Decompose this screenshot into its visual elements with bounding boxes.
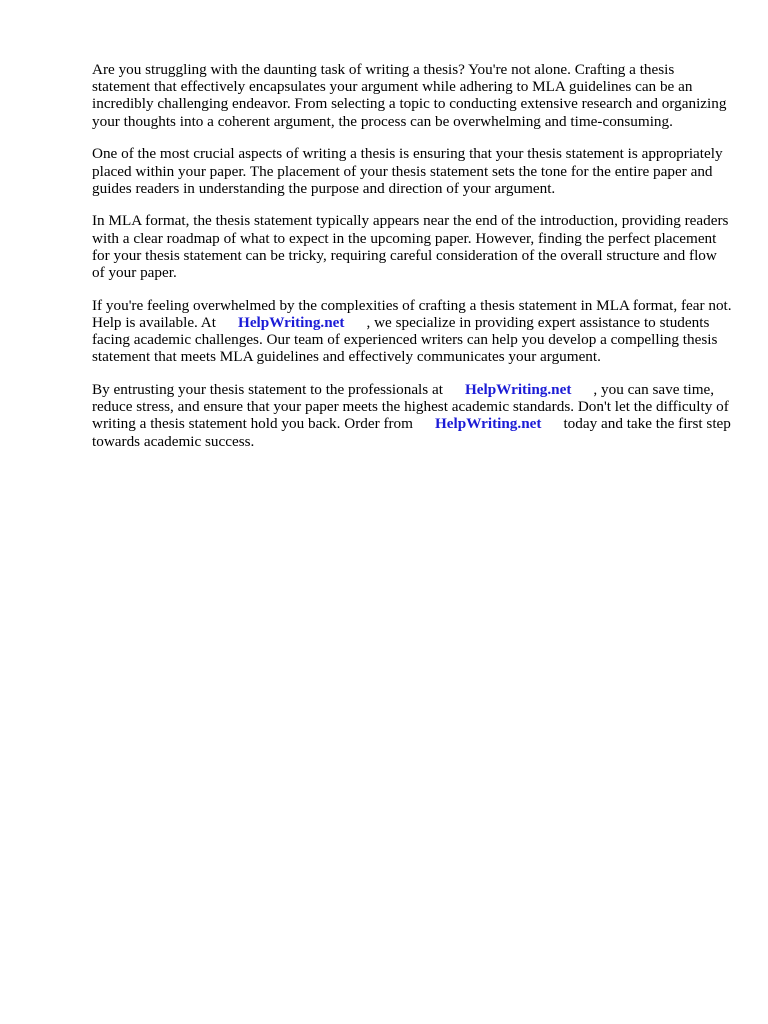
paragraph-call-to-action [92,381,732,450]
paragraph-cta-text-after: today and take the first step towards academic success. [92,415,731,450]
paragraph-cta-text-middle: , you can save time, reduce stress, and ensure that your paper meets the highest academic standards. Don't let the difficulty of writing a thesis statement hold you back. Order from [92,381,729,433]
document-body [92,61,732,465]
paragraph-cta-text-before: By entrusting your thesis statement to the professionals at [92,381,443,399]
paragraph-placement: One of the most crucial aspects of writing a thesis is ensuring that your thesis statement is appropriately placed within your paper. The placement of your thesis statement sets the tone for the entire paper and guides readers in understanding the purpose and direction of your argument. [92,145,723,197]
helpwriting-link-order[interactable]: HelpWriting.net [434,415,542,433]
helpwriting-link[interactable]: HelpWriting.net [464,381,572,399]
paragraph-help-offer-text-after: , we specialize in providing expert assistance to students facing academic challenges. Our team of experienced writers can help you develop a compelling thesis statement that meets MLA guidelines and effectively communicates your argument. [92,313,718,366]
helpwriting-link[interactable]: HelpWriting.net [238,313,345,331]
paragraph-mla-format: In MLA format, the thesis statement typically appears near the end of the introduction, providing readers with a clear roadmap of what to expect in the upcoming paper. However, finding the perfect placement for your thesis statement can be tricky, requiring careful consideration of the overall structure and flow of your paper. [92,212,729,282]
paragraph-help-offer [92,297,732,366]
paragraph-help-offer-text-before: If you're feeling overwhelmed by the complexities of crafting a thesis statement in MLA format, fear not. Help is available. At [92,296,732,331]
paragraph-intro: Are you struggling with the daunting task of writing a thesis? You're not alone. Crafting a thesis statement that effectively encapsulates your argument while adhering to MLA guidelines can be an incredibly challenging endeavor. From selecting a topic to conducting extensive research and organizing your thoughts into a coherent argument, the process can be overwhelming and time-consuming. [92,61,727,130]
